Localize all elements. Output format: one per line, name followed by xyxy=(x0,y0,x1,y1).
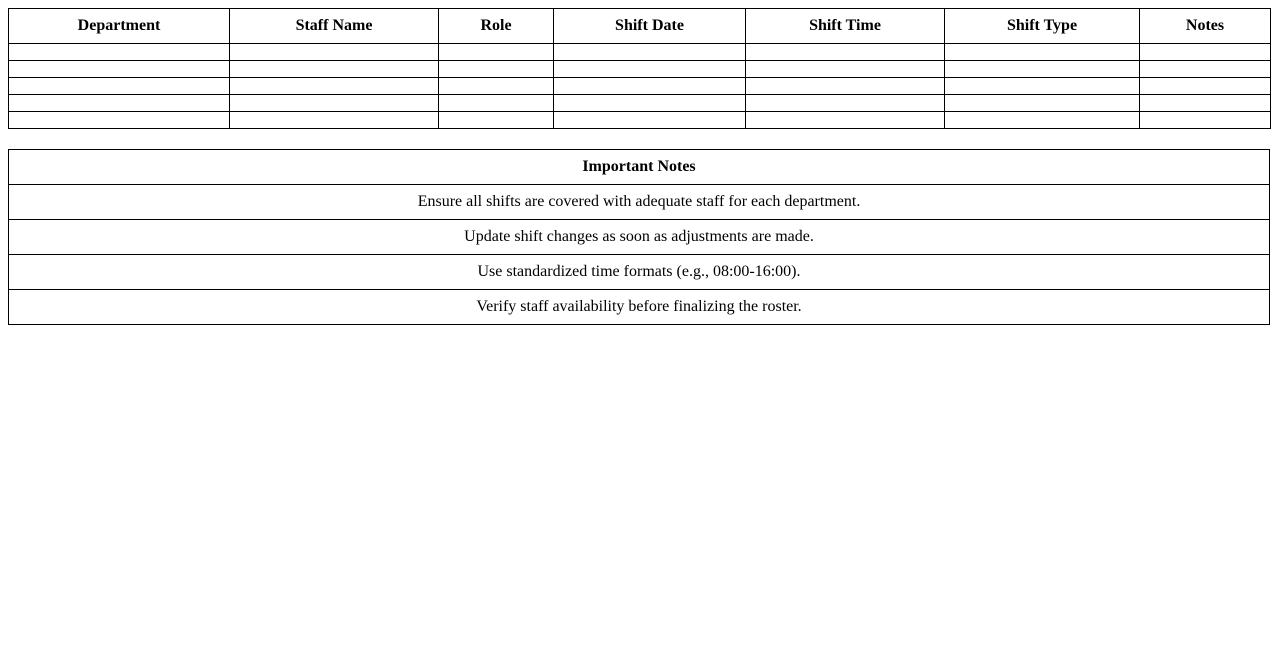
cell-shift-type[interactable] xyxy=(945,112,1140,129)
cell-shift-date[interactable] xyxy=(554,44,746,61)
shift-roster-table xyxy=(8,8,1271,129)
cell-department[interactable] xyxy=(9,95,230,112)
cell-notes[interactable] xyxy=(1140,112,1271,129)
cell-shift-date[interactable] xyxy=(554,95,746,112)
table-row xyxy=(9,78,1271,95)
cell-staff-name[interactable] xyxy=(230,44,439,61)
document-body xyxy=(8,8,1270,325)
note-item: Use standardized time formats (e.g., 08:00-16:00). xyxy=(9,255,1270,290)
cell-notes[interactable] xyxy=(1140,95,1271,112)
header-shift-type: Shift Type xyxy=(945,9,1140,44)
table-row xyxy=(9,112,1271,129)
header-shift-date: Shift Date xyxy=(554,9,746,44)
cell-shift-time[interactable] xyxy=(746,112,945,129)
cell-shift-date[interactable] xyxy=(554,78,746,95)
header-role: Role xyxy=(439,9,554,44)
cell-shift-date[interactable] xyxy=(554,61,746,78)
cell-department[interactable] xyxy=(9,44,230,61)
cell-staff-name[interactable] xyxy=(230,61,439,78)
note-item: Update shift changes as soon as adjustments are made. xyxy=(9,220,1270,255)
cell-notes[interactable] xyxy=(1140,44,1271,61)
cell-shift-time[interactable] xyxy=(746,95,945,112)
header-shift-time: Shift Time xyxy=(746,9,945,44)
header-department: Department xyxy=(9,9,230,44)
important-notes-table xyxy=(8,149,1270,325)
notes-header-row xyxy=(9,150,1270,185)
roster-header-row xyxy=(9,9,1271,44)
cell-department[interactable] xyxy=(9,78,230,95)
cell-role[interactable] xyxy=(439,112,554,129)
important-notes-title: Important Notes xyxy=(9,150,1270,185)
table-row xyxy=(9,61,1271,78)
list-item xyxy=(9,255,1270,290)
cell-shift-type[interactable] xyxy=(945,78,1140,95)
cell-staff-name[interactable] xyxy=(230,78,439,95)
cell-role[interactable] xyxy=(439,61,554,78)
cell-shift-time[interactable] xyxy=(746,44,945,61)
cell-staff-name[interactable] xyxy=(230,95,439,112)
cell-notes[interactable] xyxy=(1140,78,1271,95)
cell-department[interactable] xyxy=(9,61,230,78)
cell-shift-type[interactable] xyxy=(945,61,1140,78)
list-item xyxy=(9,290,1270,325)
table-row xyxy=(9,44,1271,61)
header-staff-name: Staff Name xyxy=(230,9,439,44)
cell-shift-time[interactable] xyxy=(746,61,945,78)
header-notes: Notes xyxy=(1140,9,1271,44)
list-item xyxy=(9,220,1270,255)
cell-role[interactable] xyxy=(439,78,554,95)
note-item: Verify staff availability before finalizing the roster. xyxy=(9,290,1270,325)
cell-role[interactable] xyxy=(439,44,554,61)
cell-shift-time[interactable] xyxy=(746,78,945,95)
cell-notes[interactable] xyxy=(1140,61,1271,78)
cell-staff-name[interactable] xyxy=(230,112,439,129)
cell-shift-type[interactable] xyxy=(945,95,1140,112)
cell-shift-type[interactable] xyxy=(945,44,1140,61)
list-item xyxy=(9,185,1270,220)
cell-shift-date[interactable] xyxy=(554,112,746,129)
note-item: Ensure all shifts are covered with adequate staff for each department. xyxy=(9,185,1270,220)
cell-department[interactable] xyxy=(9,112,230,129)
table-row xyxy=(9,95,1271,112)
cell-role[interactable] xyxy=(439,95,554,112)
